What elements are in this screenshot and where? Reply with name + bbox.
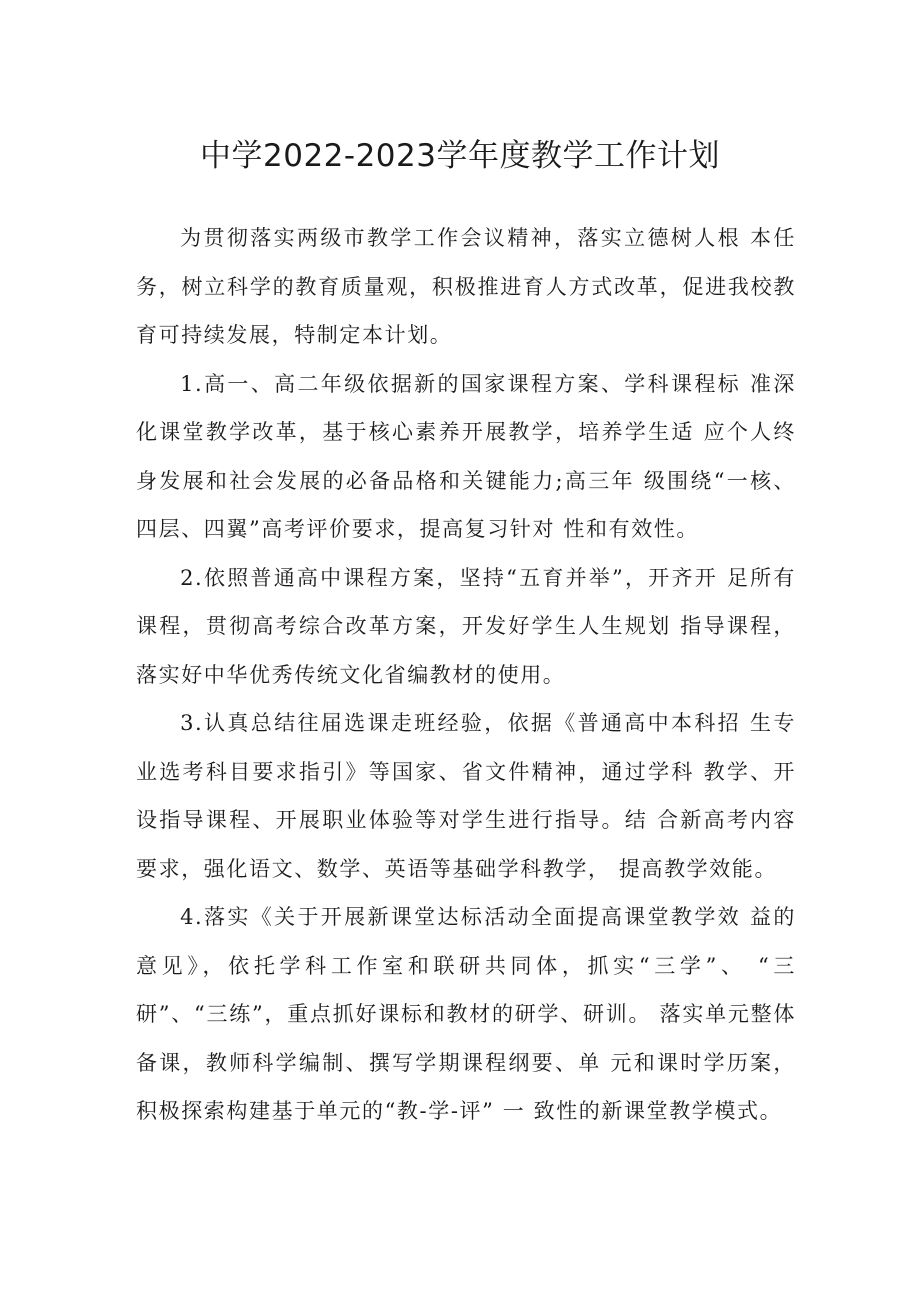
item-3-paragraph: 3.认真总结往届选课走班经验，依据《普通高中本科招 生专业选考科目要求指引》等国家、省文件精神，通过学科 教学、开设指导课程、开展职业体验等对学生进行指导。结 合新高考内容要求，强化语文、数学、英语等基础学科教学， 提高教学效能。 — [136, 711, 796, 881]
item-2-paragraph: 2.依照普通高中课程方案，坚持“五育并举”，开齐开 足所有课程，贯彻高考综合改革方案，开发好学生人生规划 指导课程，落实好中华优秀传统文化省编教材的使用。 — [136, 565, 796, 687]
document-title: 中学2022-2023学年度教学工作计划 — [200, 138, 720, 174]
intro-paragraph: 为贯彻落实两级市教学工作会议精神，落实立德树人根 本任务，树立科学的教育质量观，积极推进育人方式改革，促进我校教育可持续发展，特制定本计划。 — [136, 226, 796, 347]
item-4-paragraph: 4.落实《关于开展新课堂达标活动全面提高课堂教学效 益的意见》，依托学科工作室和联研共同体，抓实“三学”、 “三研”、“三练”，重点抓好课标和教材的研学、研训。 落实单元整体备课，教师科学编制、撰写学期课程纲要、单 元和课时学历案，积极探索构建基于单元的“教-学-评” 一 致性的新课堂教学模式。 — [136, 905, 796, 1123]
item-1-paragraph: 1.高一、高二年级依据新的国家课程方案、学科课程标 准深化课堂教学改革，基于核心素养开展教学，培养学生适 应个人终身发展和社会发展的必备品格和关键能力;高三年 级围绕“一核、四层、四翼”高考评价要求，提高复习针对 性和有效性。 — [136, 371, 796, 541]
document-body — [136, 214, 796, 1136]
